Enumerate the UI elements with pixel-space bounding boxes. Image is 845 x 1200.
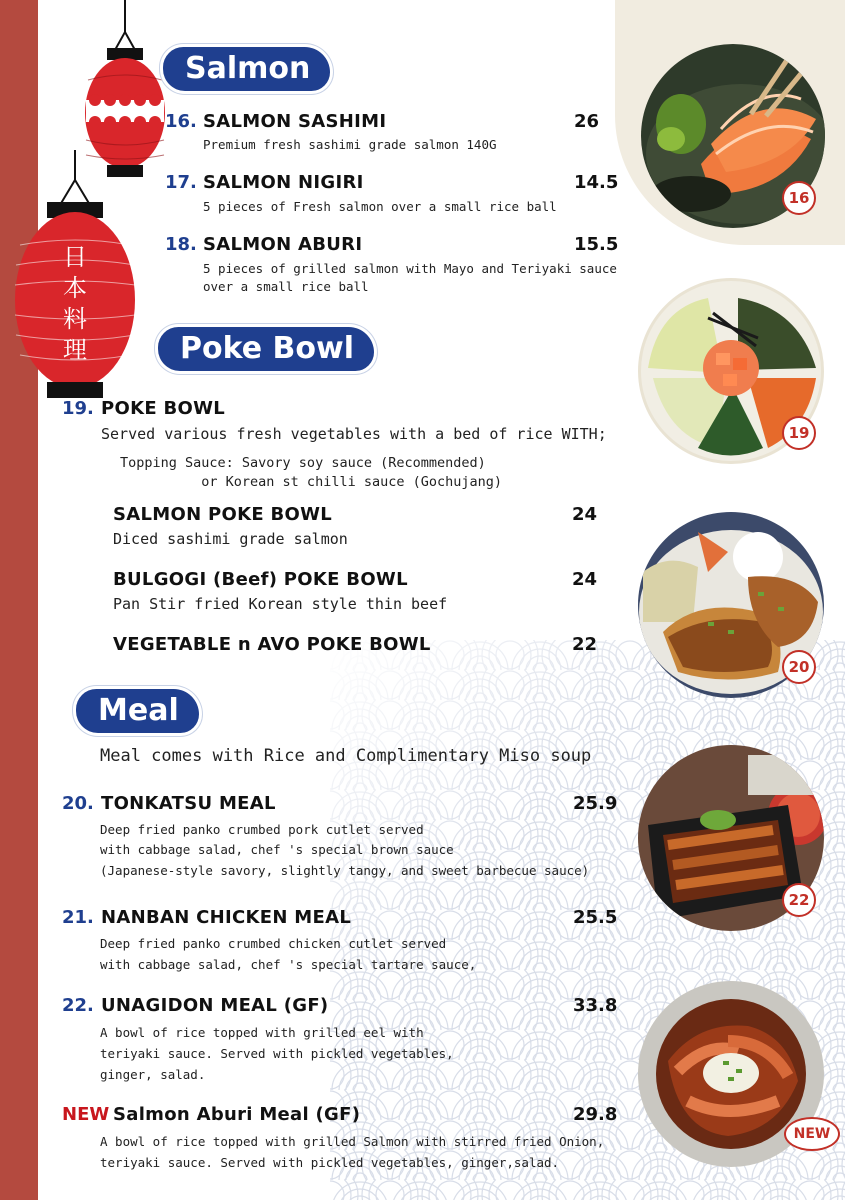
item-price: 26 [574, 111, 600, 132]
item-description: ginger, salad. [100, 1067, 206, 1082]
lantern-kanji: 本 [63, 274, 87, 302]
item-description: with cabbage salad, chef 's special tartare sauce, [100, 957, 477, 972]
item-price: 24 [572, 569, 598, 590]
item-title: NANBAN CHICKEN MEAL [101, 907, 352, 928]
photo-badge: 22 [782, 883, 816, 917]
topping-sauce: or Korean st chilli sauce (Gochujang) [120, 474, 503, 490]
item-title: POKE BOWL [101, 398, 226, 419]
item-number: 22. [62, 995, 94, 1016]
item-description: over a small rice ball [203, 279, 369, 294]
item-number: 19. [62, 398, 94, 419]
item-description: Premium fresh sashimi grade salmon 140G [203, 137, 497, 152]
item-title: SALMON POKE BOWL [113, 504, 333, 525]
item-description: with cabbage salad, chef 's special brown sauce [100, 842, 454, 857]
item-price: 14.5 [574, 172, 619, 193]
section-header-poke-bowl: Poke Bowl [158, 327, 374, 371]
lantern-kanji: 理 [63, 336, 87, 364]
item-description: teriyaki sauce. Served with pickled vegetables, [100, 1046, 454, 1061]
new-tag: NEW [62, 1104, 110, 1125]
item-description: (Japanese-style savory, slightly tangy, and sweet barbecue sauce) [100, 863, 590, 878]
photo-badge-new: NEW [784, 1117, 840, 1151]
photo-badge: 19 [782, 416, 816, 450]
item-title: SALMON NIGIRI [203, 172, 364, 193]
item-price: 22 [572, 634, 598, 655]
item-number: 16. [165, 111, 197, 132]
item-title: UNAGIDON MEAL (GF) [101, 995, 329, 1016]
photo-badge: 16 [782, 181, 816, 215]
poke-intro: Served various fresh vegetables with a bed of rice WITH; [101, 425, 607, 443]
item-price: 25.5 [573, 907, 618, 928]
item-title: SALMON ABURI [203, 234, 363, 255]
topping-sauce: Topping Sauce: Savory soy sauce (Recommended) [120, 455, 486, 471]
item-price: 24 [572, 504, 598, 525]
section-header-salmon: Salmon [163, 47, 330, 91]
item-price: 33.8 [573, 995, 618, 1016]
item-number: 17. [165, 172, 197, 193]
item-title: TONKATSU MEAL [101, 793, 276, 814]
kanji-lantern [12, 150, 142, 400]
item-number: 21. [62, 907, 94, 928]
item-title: SALMON SASHIMI [203, 111, 387, 132]
item-description: Deep fried panko crumbed pork cutlet served [100, 822, 424, 837]
item-number: 20. [62, 793, 94, 814]
item-description: 5 pieces of grilled salmon with Mayo and Teriyaki sauce [203, 261, 617, 276]
item-description: Pan Stir fried Korean style thin beef [113, 595, 448, 613]
section-header-meal: Meal [76, 689, 199, 733]
item-title: BULGOGI (Beef) POKE BOWL [113, 569, 408, 590]
meal-intro: Meal comes with Rice and Complimentary Miso soup [100, 746, 592, 766]
photo-badge: 20 [782, 650, 816, 684]
item-price: 15.5 [574, 234, 619, 255]
item-description: A bowl of rice topped with grilled eel with [100, 1025, 424, 1040]
lantern-kanji: 料 [63, 305, 87, 333]
item-title: Salmon Aburi Meal (GF) [113, 1104, 361, 1125]
item-number: 18. [165, 234, 197, 255]
item-description: Deep fried panko crumbed chicken cutlet served [100, 936, 447, 951]
item-description: Diced sashimi grade salmon [113, 530, 348, 548]
item-description: 5 pieces of Fresh salmon over a small rice ball [203, 199, 557, 214]
item-description: teriyaki sauce. Served with pickled vegetables, ginger,salad. [100, 1155, 560, 1170]
item-description: A bowl of rice topped with grilled Salmon with stirred fried Onion, [100, 1134, 605, 1149]
item-price: 25.9 [573, 793, 618, 814]
lantern-kanji: 日 [63, 243, 87, 271]
item-title: VEGETABLE n AVO POKE BOWL [113, 634, 431, 655]
item-price: 29.8 [573, 1104, 618, 1125]
